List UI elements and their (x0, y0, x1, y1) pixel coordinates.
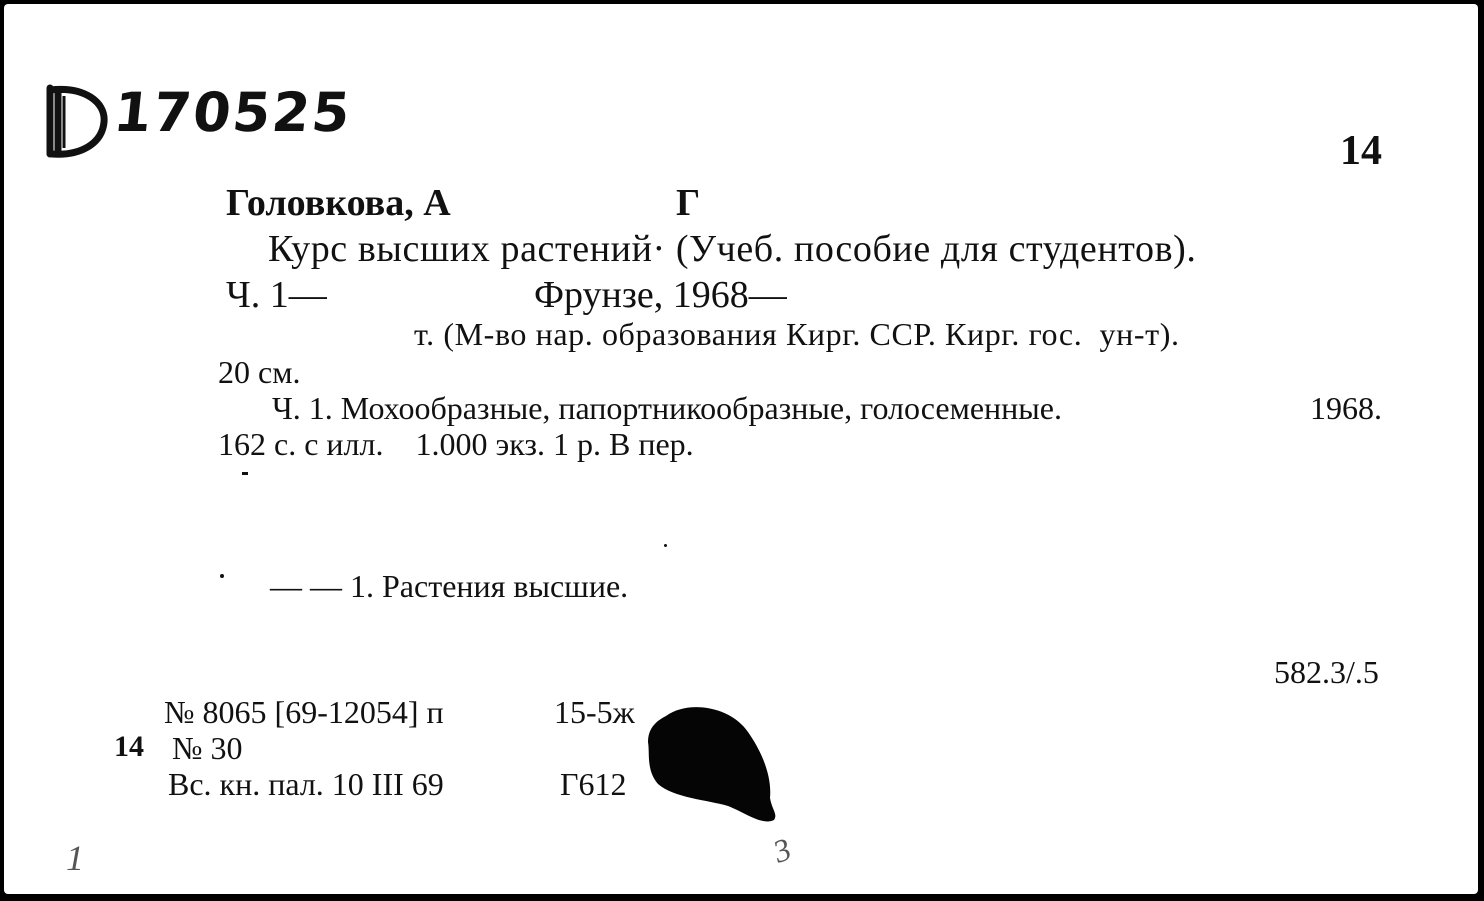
footer-line3-right: Г612 (560, 766, 627, 802)
footer-line2-text: № 30 (172, 730, 243, 766)
part-line-left: Ч. 1— (226, 274, 327, 316)
footer-line1-left: № 8065 [69-12054] п (164, 694, 444, 730)
author-name: Головкова, А (226, 182, 451, 224)
footer-line2-number: 14 (114, 730, 144, 763)
speck (664, 544, 667, 547)
volume-line-1: Ч. 1. Мохообразные, папортникообразные, голосеменные. (272, 390, 1062, 426)
ink-blot (644, 702, 784, 832)
accession-number: 170525 (110, 81, 355, 144)
author-initial-2: Г (676, 182, 701, 224)
title-line: Курс высших растений· (Учеб. пособие для студентов). (268, 228, 1197, 270)
speck (242, 472, 248, 475)
footer-line3-left: Вс. кн. пал. 10 III 69 (168, 766, 444, 802)
accession-stamp (44, 81, 355, 146)
bottom-handwritten-mark: 3 (768, 830, 796, 870)
classification-code: 582.3/.5 (1274, 654, 1379, 690)
subject-heading: — — 1. Растения высшие. (270, 568, 629, 604)
footer-line1-right: 15-5ж (554, 694, 635, 730)
size-line: 20 см. (218, 354, 301, 390)
part-line-right: Фрунзе, 1968— (534, 274, 787, 316)
volume-line-2: 162 с. с илл. 1.000 экз. 1 р. В пер. (218, 426, 694, 462)
d-letter-icon (44, 82, 112, 160)
corner-handwritten-mark: 1 (66, 838, 84, 878)
catalog-card (4, 4, 1478, 894)
card-number: 14 (1340, 128, 1382, 174)
speck (220, 574, 224, 578)
volume-year: 1968. (1310, 390, 1382, 426)
series-line: т. (М-во нар. образования Кирг. ССР. Кирг. гос. ун-т). (414, 316, 1180, 352)
